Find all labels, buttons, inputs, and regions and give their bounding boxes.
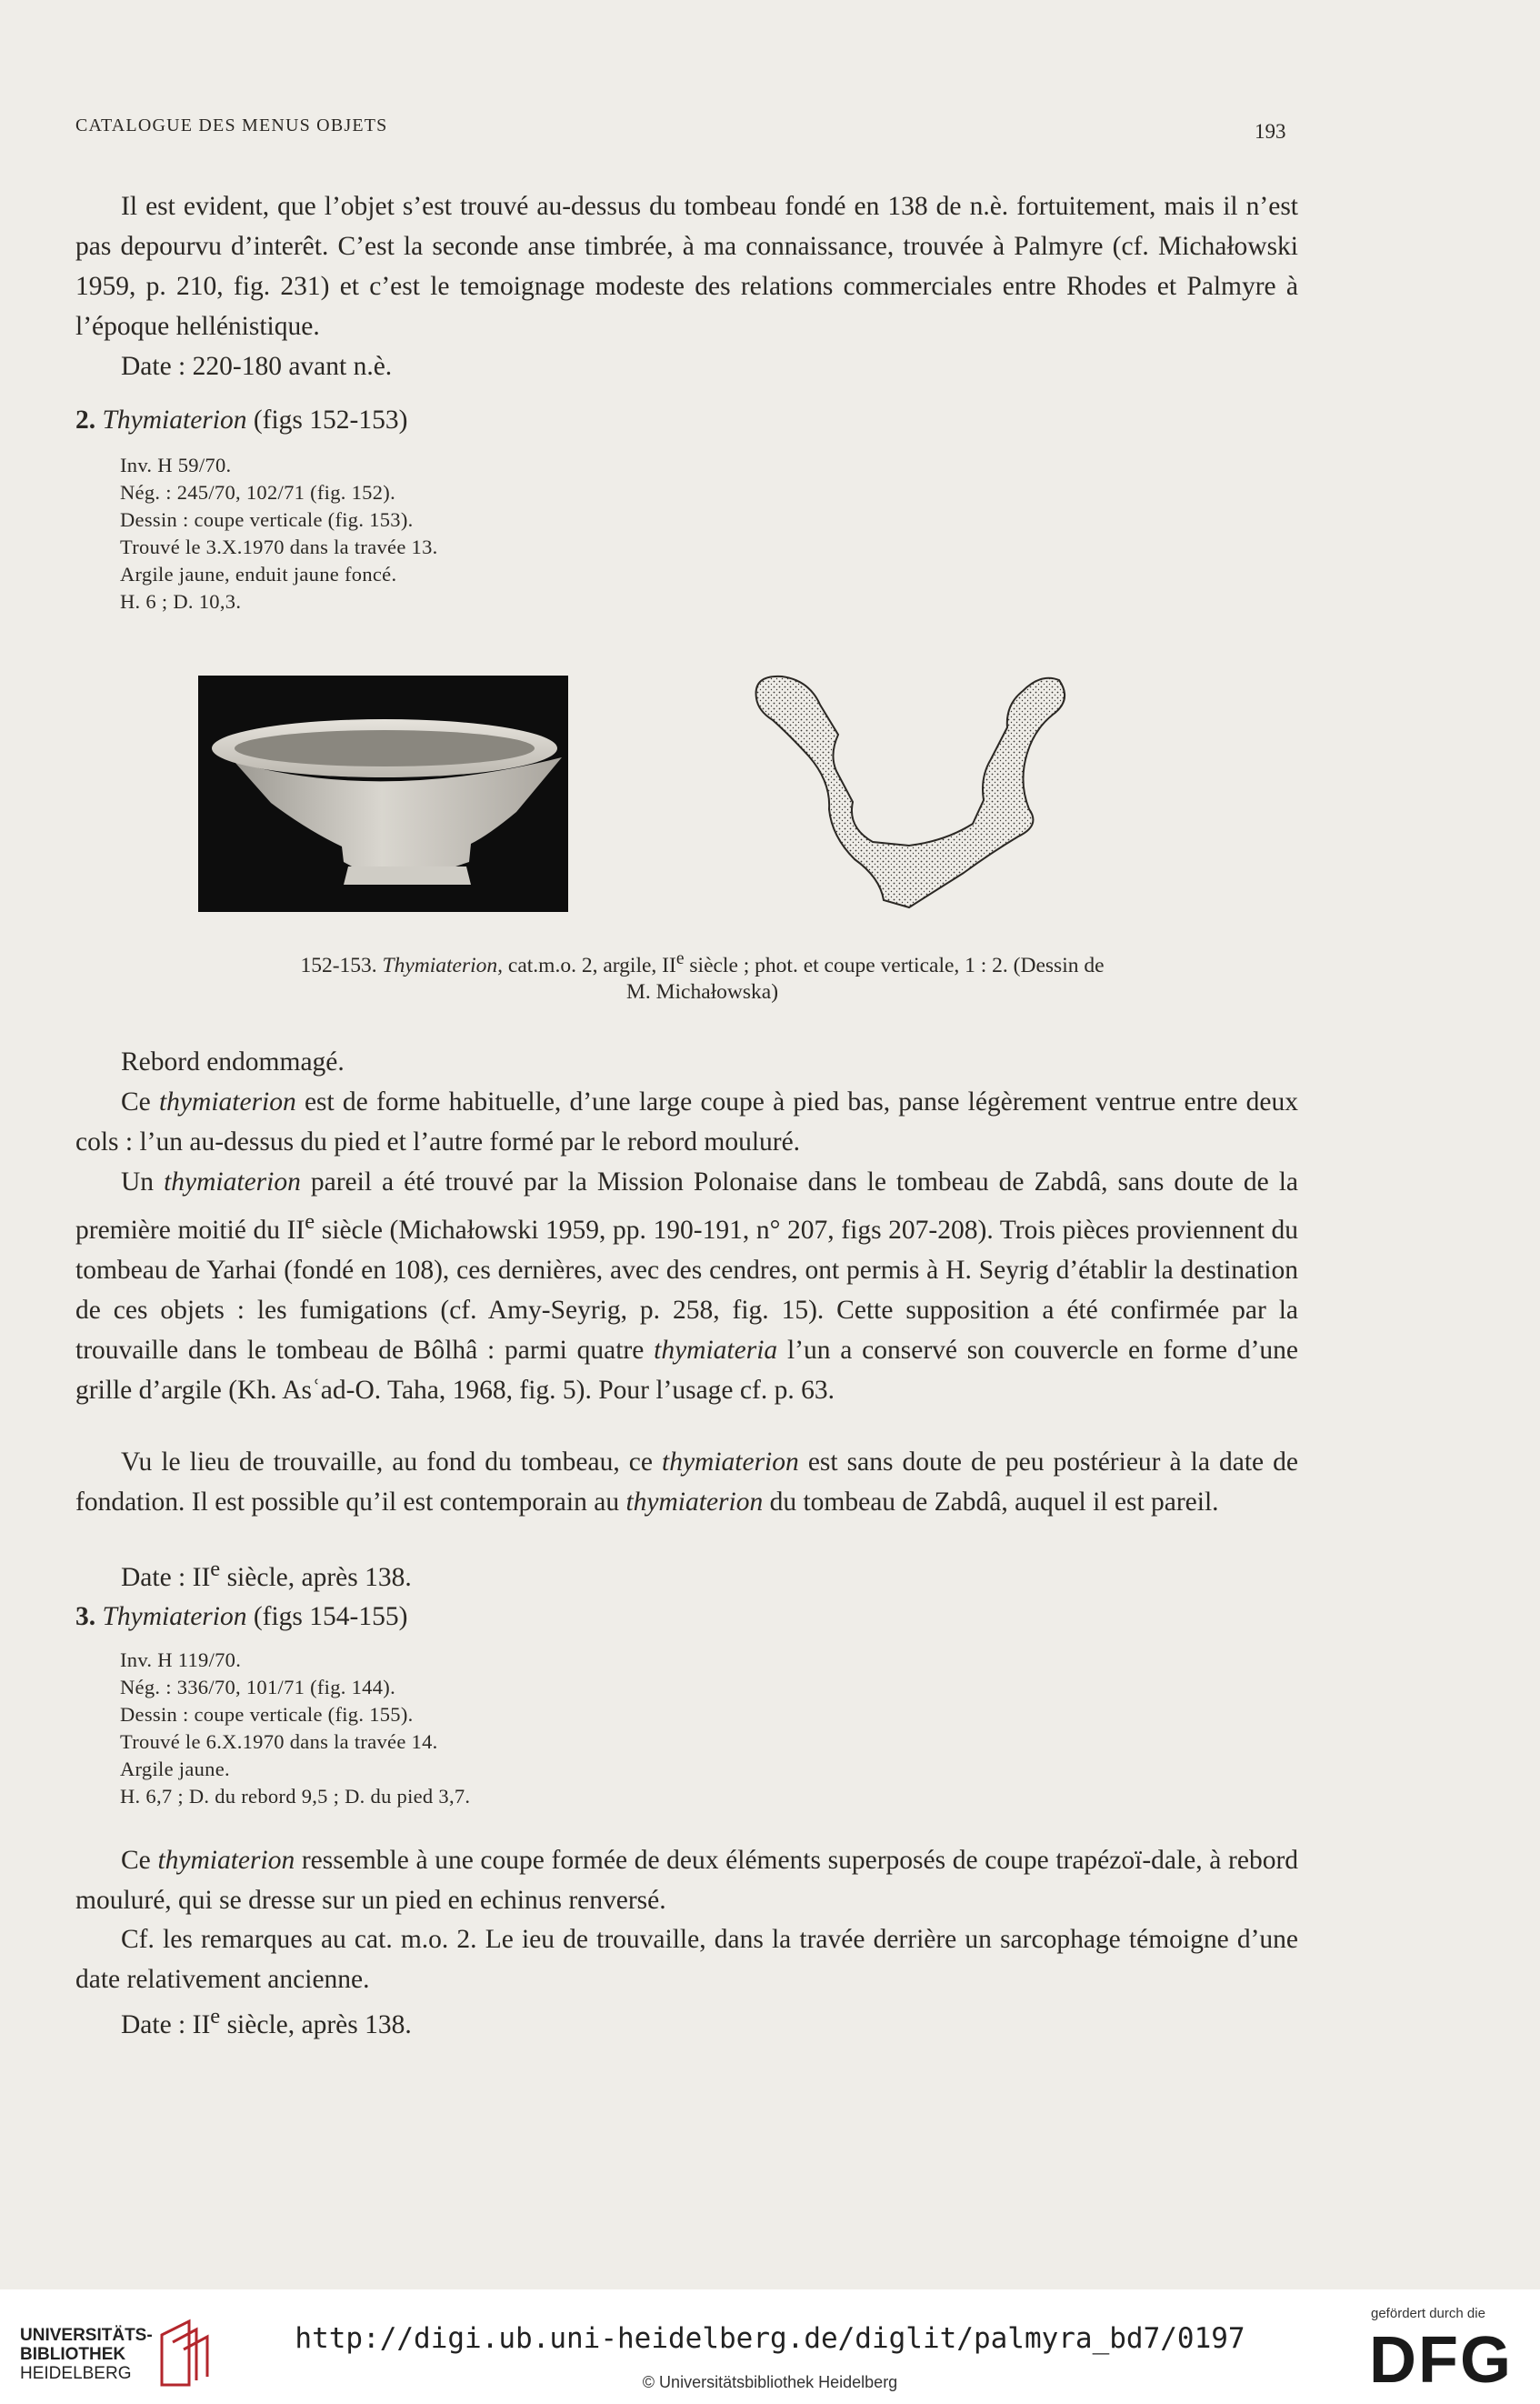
entry-3-meta-line: Nég. : 336/70, 101/71 (fig. 144). [120,1676,395,1698]
entry-3-meta [120,1647,470,1810]
dfg-logo: DFG [1369,2324,1513,2397]
text-run: Ce [121,1846,151,1875]
caption-title: Thymiaterion, [382,953,504,977]
text-run: l’un a conservé son couvercle en forme d’une grille d’argile (Kh. Asʿad-O. Taha, 1968, fig. 5). Pour l’usage cf. p. 63. [75,1335,1299,1405]
entry-3-date [121,1997,412,2045]
text-run: siècle, après 138. [226,2009,412,2039]
thymiaterion-photo [198,676,568,912]
italic-term: thymiaterion [157,1846,295,1875]
copyright-notice: © Universitätsbibliothek Heidelberg [642,2373,898,2391]
entry-3-meta-line: Dessin : coupe verticale (fig. 155). [120,1703,414,1726]
entry-3-heading [75,1602,407,1632]
text-run: Date : II [121,2009,211,2039]
entry-2-meta-line: Nég. : 245/70, 102/71 (fig. 152). [120,481,395,504]
italic-term: thymiaterion [625,1487,764,1517]
thymiaterion-photo-image [198,676,568,912]
text-run: du tombeau de Zabdâ, auquel il est pareil. [769,1487,1219,1517]
univ-line: HEIDELBERG [20,2364,132,2383]
text-run: siècle, après 138. [226,1562,412,1592]
text-run: ressemble à une coupe formée de deux éléments superposés de coupe trapézoï-dale, à rebord mouluré, qui se dresse sur un pied en echinus renversé. [75,1846,1299,1915]
text-run: est sans doute de peu postérieur à la date de fondation. Il est possible qu’il est contemporain au [75,1447,1299,1517]
entry-2-number: 2. [75,406,96,435]
text-run: est de forme habituelle, d’une large coupe à pied bas, panse légèrement ventrue entre deux cols : l’un au-dessus du pied et l’autre formé par le rebord mouluré. [75,1087,1299,1157]
entry-2-paragraph-1 [75,1082,1298,1162]
text-run: siècle (Michałowski 1959, pp. 190-191, n° 207, figs 207-208). Trois pièces proviennent du tombeau de Yarhai (fondé en 108), ces dernières, avec des cendres, ont permis à H. Seyrig d’établir la destination de ces objets : les fumigations (cf. Amy-Seyrig, p. 258, fig. 15). Cette supposition a été confirmée par la trouvaille dans le tombeau de Bôlhâ : parmi quatre [75,1215,1298,1365]
entry-3-meta-line: Trouvé le 6.X.1970 dans la travée 14. [120,1730,438,1753]
univ-line: UNIVERSITÄTS- [20,2326,153,2345]
running-header: CATALOGUE DES MENUS OBJETS [75,115,388,135]
entry-2-meta-line: Dessin : coupe verticale (fig. 153). [120,508,414,531]
italic-term: thymiaterion [164,1167,301,1197]
entry-3-meta-line: Argile jaune. [120,1758,230,1780]
entry-2-meta-line: Argile jaune, enduit jaune foncé. [120,563,397,586]
entry-3-figs: (figs 154-155) [253,1602,408,1631]
entry-2-heading [75,406,407,436]
entry-3-meta-line: H. 6,7 ; D. du rebord 9,5 ; D. du pied 3,7. [120,1785,471,1808]
caption-credit: M. Michałowska) [625,979,779,1004]
italic-term: thymiateria [654,1335,778,1365]
entry-2-title: Thymiaterion [102,406,247,435]
italic-term: thymiaterion [662,1447,799,1477]
text-run: Un [121,1167,155,1197]
entry-3-paragraph-2: Cf. les remarques au cat. m.o. 2. Le ieu de trouvaille, dans la travée derrière un sarcophage témoigne d’une date relativement ancienne. [75,1925,1298,1994]
entry-2-meta-line: Inv. H 59/70. [120,454,232,476]
intro-date: Date : 220-180 avant n.è. [121,352,393,381]
entry-2-paragraph-2 [75,1162,1298,1410]
caption-sup: e [675,949,685,968]
superscript: e [210,1557,221,1581]
text-run: Ce [121,1087,151,1117]
vertical-section-drawing [745,664,1173,909]
univ-line: BIBLIOTHEK [20,2345,126,2364]
figure-caption [136,946,1268,1006]
intro-paragraph: Il est evident, que l’objet s’est trouvé au-dessus du tombeau fondé en 138 de n.è. fortuitement, mais il n’est pas depourvu d’interêt. C’est la seconde anse timbrée, à ma connaissance, trouvée à Palmyre (cf. Michałowski 1959, p. 210, fig. 231) et c’est le temoignage modeste des relations commerciales entre Rhodes et Palmyre à l’époque hellénistique. [75,192,1298,341]
entry-3-paragraph-1 [75,1840,1298,1920]
permalink-url[interactable]: http://digi.ub.uni-heidelberg.de/diglit/palmyra_bd7/0197 [295,2322,1245,2355]
entry-2-meta-line: H. 6 ; D. 10,3. [120,590,242,613]
caption-text: cat.m.o. 2, argile, II [507,953,676,977]
entry-3-meta-line: Inv. H 119/70. [120,1648,242,1671]
text-run: Date : II [121,1562,211,1592]
entry-3-number: 3. [75,1602,96,1631]
entry-2-date [121,1549,412,1598]
superscript: e [210,2004,221,2028]
entry-2-meta [120,452,438,616]
page-number: 193 [1255,120,1286,143]
entry-2-rebord: Rebord endommagé. [121,1047,345,1077]
entry-3-title: Thymiaterion [102,1602,247,1631]
text-run: pareil a été trouvé par la Mission Polonaise dans le tombeau de Zabdâ, sans doute de la première moitié du II [75,1167,1299,1245]
funded-by-label: gefördert durch die [1371,2306,1485,2321]
italic-term: thymiaterion [158,1087,296,1117]
entry-2-figs: (figs 152-153) [253,406,408,435]
caption-text-2: siècle ; phot. et coupe verticale, 1 : 2. (Dessin de [689,953,1105,977]
entry-2-meta-line: Trouvé le 3.X.1970 dans la travée 13. [120,536,438,558]
caption-figure-numbers: 152-153. [300,953,377,977]
digitization-footer [0,2289,1540,2404]
text-run: Vu le lieu de trouvaille, au fond du tombeau, ce [121,1447,653,1477]
superscript: e [305,1209,315,1234]
entry-2-paragraph-3 [75,1442,1298,1522]
vertical-section-drawing-image [745,664,1173,909]
